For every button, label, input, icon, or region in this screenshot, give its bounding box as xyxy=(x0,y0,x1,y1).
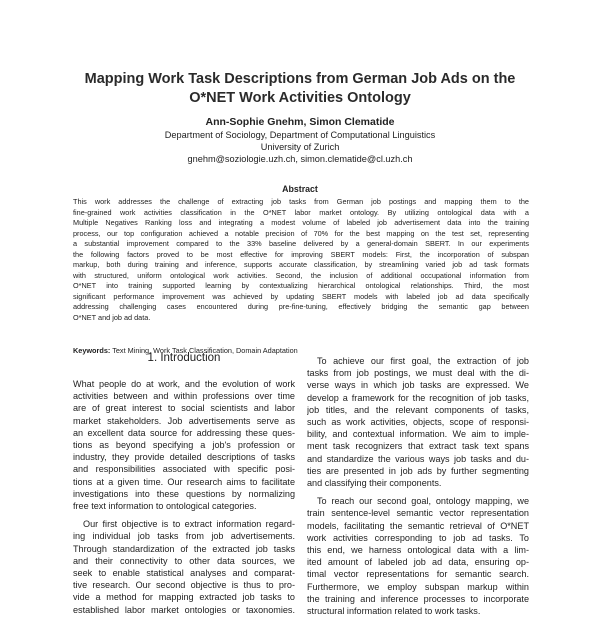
abstract-heading: Abstract xyxy=(282,184,318,194)
body-text-line: this end, we harness ontological data with a lim- xyxy=(307,545,529,556)
body-text-line: work activities corresponding to job ad tasks. To xyxy=(307,532,529,543)
keywords-label: Keywords: xyxy=(73,346,111,355)
body-text-line: tive research. Our second objective is thus to pro- xyxy=(73,580,295,591)
abstract-line: O*NET and job ad data. xyxy=(73,313,151,323)
abstract-line: This work addresses the challenge of extracting job tasks from German job postings and mapping them to the xyxy=(73,197,529,206)
body-text-line: What people do at work, and the evolution of work xyxy=(73,379,295,389)
body-text-line: Furthermore, we employ subspan markup within xyxy=(307,581,529,592)
body-text-line: verse ways in which job tasks are expressed. We xyxy=(307,380,529,391)
abstract-line: addressing challenging cases encountered during pre-fine-tuning, effectively bridging the semantic gap between xyxy=(73,302,529,312)
body-text-line: Through standardization of the extracted job tasks xyxy=(73,543,295,554)
keywords-text: Text Mining, Work Task Classification, Domain Adaptation xyxy=(110,346,298,355)
body-text-line: ment task recognizers that extract task text spans xyxy=(307,441,529,452)
abstract-line: fine-grained work activities classification in the O*NET labor market ontology. By utilizing ontological data with a xyxy=(73,207,529,217)
abstract-line: the following factors proved to be most effective for improving SBERT models: First, the incorporation of subspan xyxy=(73,249,529,259)
body-text-line: the training and inference processes to incorporate xyxy=(307,593,529,604)
body-text-line: are of great interest to social scientists and labor xyxy=(73,403,295,414)
abstract-line: O*NET into training supported learning by contextualizing hierarchical ontological relationships. Third, the most xyxy=(73,281,529,291)
body-text-line: investigations into these questions by normalizing xyxy=(73,488,295,499)
author-emails[interactable]: gnehm@soziologie.uzh.ch, simon.clematide@cl.uzh.ch xyxy=(187,154,413,165)
body-text-line: such as work activities, objects, scope of responsi- xyxy=(307,417,529,428)
author-names: Ann-Sophie Gnehm, Simon Clematide xyxy=(205,116,395,128)
body-text-line: timal vector representations for semantic search. xyxy=(307,569,529,580)
body-text-line: structural information related to work tasks. xyxy=(307,606,481,617)
body-text-line: and responsibilities associated with specific posi- xyxy=(73,464,295,475)
abstract-line: with structured, uniform ontological work activities. Second, the inclusion of additional occupational information from xyxy=(73,270,529,280)
body-text-line: Our first objective is to extract information regard- xyxy=(83,519,295,530)
author-block xyxy=(40,115,560,166)
body-text-line: established labor market ontologies or taxonomies. xyxy=(73,604,295,615)
intro-right-column xyxy=(307,355,529,617)
body-text-line: and classifying their components. xyxy=(307,478,442,489)
body-text-line: and standardize the various ways job tasks and du- xyxy=(307,453,529,464)
abstract-line: markup, both during training and inference, supports accurate classification, by streamlining varied job ad task formats xyxy=(73,260,529,270)
abstract-line: process, our top configuration achieved a notable precision of 70% for the best mapping on the test set, representing xyxy=(73,228,529,238)
body-text-line: market stakeholders. Job advertisements serve as xyxy=(73,415,295,426)
author-department: Department of Sociology, Department of Computational Linguistics xyxy=(164,130,436,140)
body-text-line: ited amount of labeled job ad data, ensuring op- xyxy=(307,557,529,568)
title-line-2: O*NET Work Activities Ontology xyxy=(189,90,411,106)
body-text-line: free text information to ontological categories. xyxy=(73,501,257,512)
abstract-line: a substantial improvement compared to the 33% baseline delivered by a general-domain SBERT. In our experiments xyxy=(73,239,529,249)
section-heading-introduction: 1. Introduction xyxy=(147,352,221,364)
abstract-line: significant performance improvement was achieved by updating SBERT models with labeled job ad data specifically xyxy=(73,291,529,301)
body-text-line: job titles, and the relevant components of tasks, xyxy=(307,404,529,415)
abstract-line: Multiple Negatives Ranking loss and integrating a modest volume of labeled job advertisement data into the training xyxy=(73,218,529,228)
abstract-body xyxy=(73,197,529,324)
body-text-line: and their connectivity to other data sources, we xyxy=(73,555,295,566)
body-text-line: ing individual job tasks from job advertisements. xyxy=(73,531,295,542)
body-text-line: vide a method for mapping extracted job tasks to xyxy=(73,592,295,603)
paper-title xyxy=(40,70,560,108)
body-text-line: an excellent data source for addressing these ques- xyxy=(73,427,295,438)
body-text-line: develop a framework for the recognition of job tasks, xyxy=(307,392,529,403)
title-line-1: Mapping Work Task Descriptions from German Job Ads on the xyxy=(84,71,516,87)
body-text-line: train sentence-level semantic vector representation xyxy=(307,508,529,519)
body-text-line: tasks from job postings, we must deal with the di- xyxy=(307,368,529,379)
body-text-line: ties are presented in job ads by further segmenting xyxy=(307,465,529,476)
body-text-line: industry, they provide detailed descriptions of tasks xyxy=(73,452,295,463)
body-text-line: seek to enable statistical analyses and comparat- xyxy=(73,568,295,579)
body-text-line: tions as beyond specifying a job's profession or xyxy=(73,440,295,451)
body-text-line: models, facilitating the semantic retrieval of O*NET xyxy=(307,520,529,531)
body-text-line: tions at a given time. Our research aims to facilitate xyxy=(73,476,295,487)
body-text-line: To achieve our first goal, the extraction of job xyxy=(317,356,529,366)
intro-left-column xyxy=(73,378,295,616)
body-text-line: To reach our second goal, ontology mapping, we xyxy=(317,496,529,507)
body-text-line: bility, and contextual information. We aim to imple- xyxy=(307,429,529,440)
body-text-line: activities between and within professions over time xyxy=(73,391,295,402)
author-university: University of Zurich xyxy=(260,142,340,153)
